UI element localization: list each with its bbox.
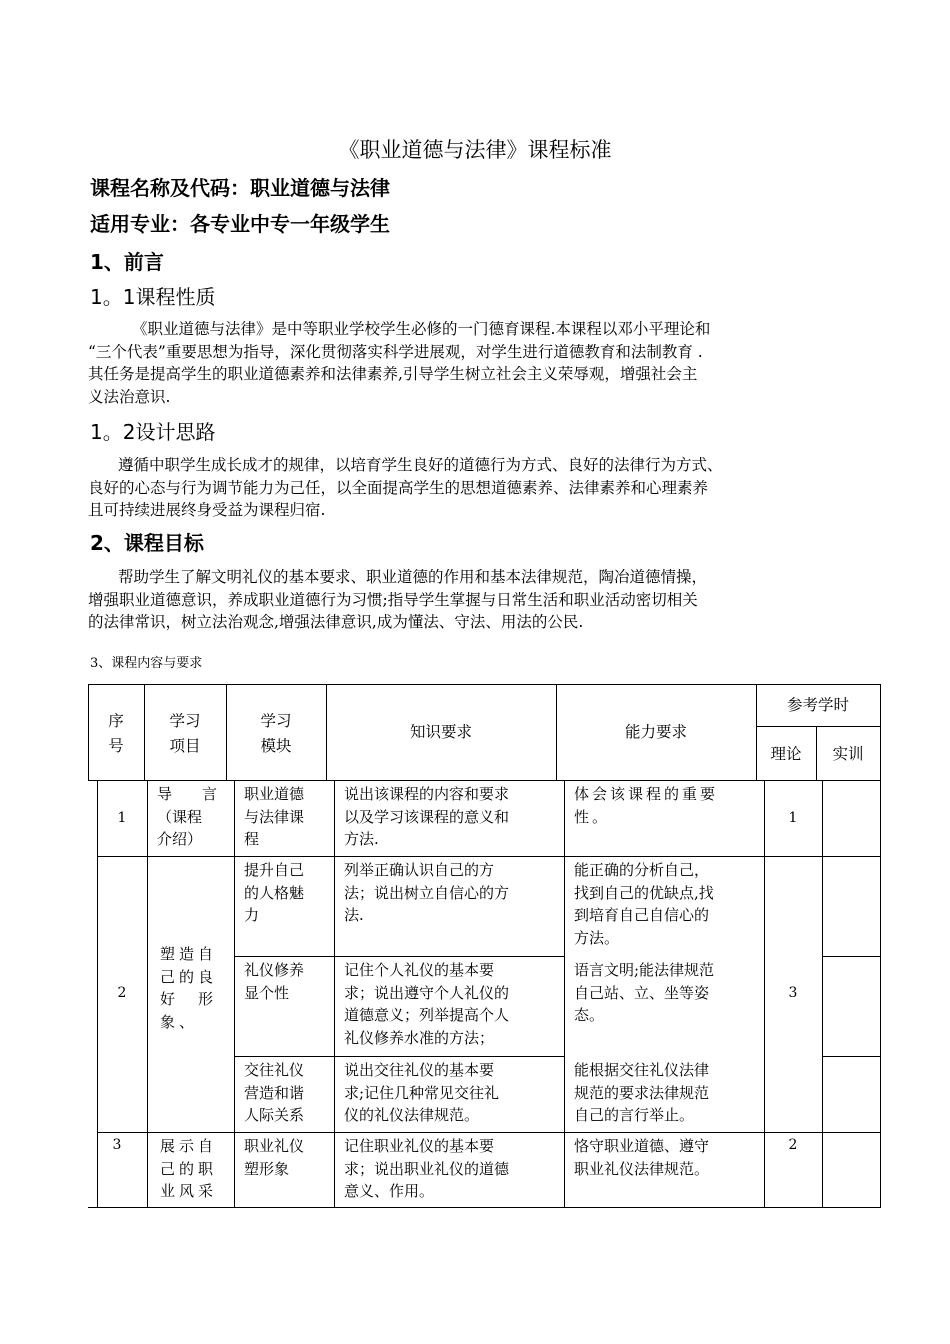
header-item: 学习 项目 — [169, 712, 201, 755]
row-theory-hours: 1 — [788, 810, 798, 826]
paragraph-line: 的法律常识，树立法治观念,增强法律意识,成为懂法、守法、用法的公民. — [88, 613, 584, 631]
table-rule — [234, 1056, 565, 1057]
paragraph-line: 帮助学生了解文明礼仪的基本要求、职业道德的作用和基本法律规范，陶冶道德情操， — [118, 568, 708, 586]
row-ability: 能根据交往礼仪法律 规范的要求法律规范 自己的言行举止。 — [574, 1061, 710, 1124]
row-module: 职业礼仪 塑形象 — [244, 1137, 305, 1178]
row-ability: 语言文明;能法律规范 自己站、立、坐等姿 态。 — [574, 961, 715, 1024]
table-rule — [88, 684, 881, 685]
table-rule — [147, 780, 148, 1208]
row-seq: 3 — [112, 1137, 122, 1153]
section-1-heading: 1、前言 — [90, 250, 164, 274]
applicable-major: 适用专业：各专业中专一年级学生 — [90, 212, 390, 236]
row-module: 职业道德 与法律课 程 — [244, 785, 305, 848]
paragraph-line: “三个代表”重要思想为指导，深化贯彻落实科学进展观，对学生进行道德教育和法制教育 . — [88, 342, 703, 361]
course-nature-paragraph — [88, 318, 868, 408]
row-seq: 2 — [117, 985, 127, 1001]
table-rule — [97, 1132, 881, 1133]
row-knowledge: 说出交往礼仪的基本要 求;记住几种常见交往礼 仪的礼仪法律规范。 — [344, 1061, 500, 1124]
table-rule — [234, 956, 565, 957]
header-knowledge: 知识要求 — [409, 723, 472, 741]
table-rule — [822, 780, 823, 1208]
row-theory-hours: 3 — [788, 985, 798, 1001]
section-3-heading: 3、课程内容与要求 — [90, 656, 203, 671]
table-rule — [822, 956, 881, 957]
table-rule — [880, 780, 881, 1208]
paragraph-line: 遵循中职学生成长成才的规律，以培育学生良好的道德行为方式、良好的法律行为方式、 — [118, 456, 723, 474]
row-knowledge: 说出该课程的内容和要求 以及学习该课程的意义和 方法. — [344, 785, 510, 848]
paragraph-line: 良好的心态与行为调节能力为己任，以全面提高学生的思想道德素养、法律素养和心理素养 — [88, 478, 709, 497]
paragraph-line: 其任务是提高学生的职业道德素养和法律素养,引导学生树立社会主义荣辱观，增强社会主 — [88, 365, 698, 383]
header-hours: 参考学时 — [786, 696, 849, 714]
table-rule — [88, 1207, 881, 1208]
table-rule — [880, 684, 881, 781]
paragraph-line: 且可持续进展终身受益为课程归宿. — [88, 501, 326, 519]
table-rule — [234, 780, 235, 1208]
table-rule — [756, 726, 881, 727]
section-1-1-heading: 1。1课程性质 — [90, 285, 216, 309]
header-theory: 理论 — [770, 745, 802, 763]
row-ability: 体会该课程的重要 性。 — [574, 785, 719, 826]
section-1-2-heading: 1。2设计思路 — [90, 420, 216, 444]
table-rule — [88, 780, 881, 781]
row-module: 提升自己 的人格魅 力 — [244, 861, 305, 924]
row-ability: 恪守职业道德、遵守 职业礼仪法律规范。 — [574, 1137, 710, 1178]
row-theory-hours: 2 — [788, 1137, 798, 1153]
doc-title: 《职业道德与法律》课程标准 — [338, 138, 612, 162]
table-rule — [564, 780, 565, 1208]
row-item: 导 言 （课程 介绍） — [157, 785, 218, 848]
section-2-heading: 2、课程目标 — [90, 531, 204, 555]
paragraph-line: 《职业道德与法律》是中等职业学校学生必修的一门德育课程.本课程以邓小平理论和 — [132, 320, 711, 338]
course-goal-paragraph — [88, 566, 868, 634]
header-ability: 能力要求 — [624, 723, 687, 741]
row-ability: 能正确的分析自己， 找到自己的优缺点,找 到培育自己自信心的 方法。 — [574, 861, 714, 947]
row-seq: 1 — [117, 810, 127, 826]
design-idea-paragraph — [88, 454, 868, 522]
row-knowledge: 记住职业礼仪的基本要 求；说出职业礼仪的道德 意义、作用。 — [344, 1137, 510, 1200]
header-practice: 实训 — [832, 745, 864, 763]
table-rule — [822, 1056, 881, 1057]
row-knowledge: 记住个人礼仪的基本要 求；说出遵守个人礼仪的 道德意义；列举提高个人 礼仪修养水准的方法； — [344, 961, 510, 1047]
header-module: 学习 模块 — [260, 712, 292, 755]
course-name: 课程名称及代码：职业道德与法律 — [90, 176, 390, 200]
paragraph-line: 增强职业道德意识，养成职业道德行为习惯;指导学生掌握与日常生活和职业活动密切相关 — [88, 590, 698, 609]
header-seq: 序 号 — [108, 712, 124, 755]
row-item: 塑造自 己的良 好 形 象、 — [160, 945, 218, 1031]
row-item: 展示自 己的职 业风采 — [160, 1137, 218, 1200]
row-knowledge: 列举正确认识自己的方 法；说出树立自信心的方 法. — [344, 861, 510, 924]
table-rule — [334, 780, 335, 1208]
paragraph-line: 义法治意识. — [88, 387, 171, 406]
row-module: 礼仪修养 显个性 — [244, 961, 305, 1002]
row-module: 交往礼仪 营造和谐 人际关系 — [244, 1061, 305, 1124]
table-rule — [97, 856, 881, 857]
